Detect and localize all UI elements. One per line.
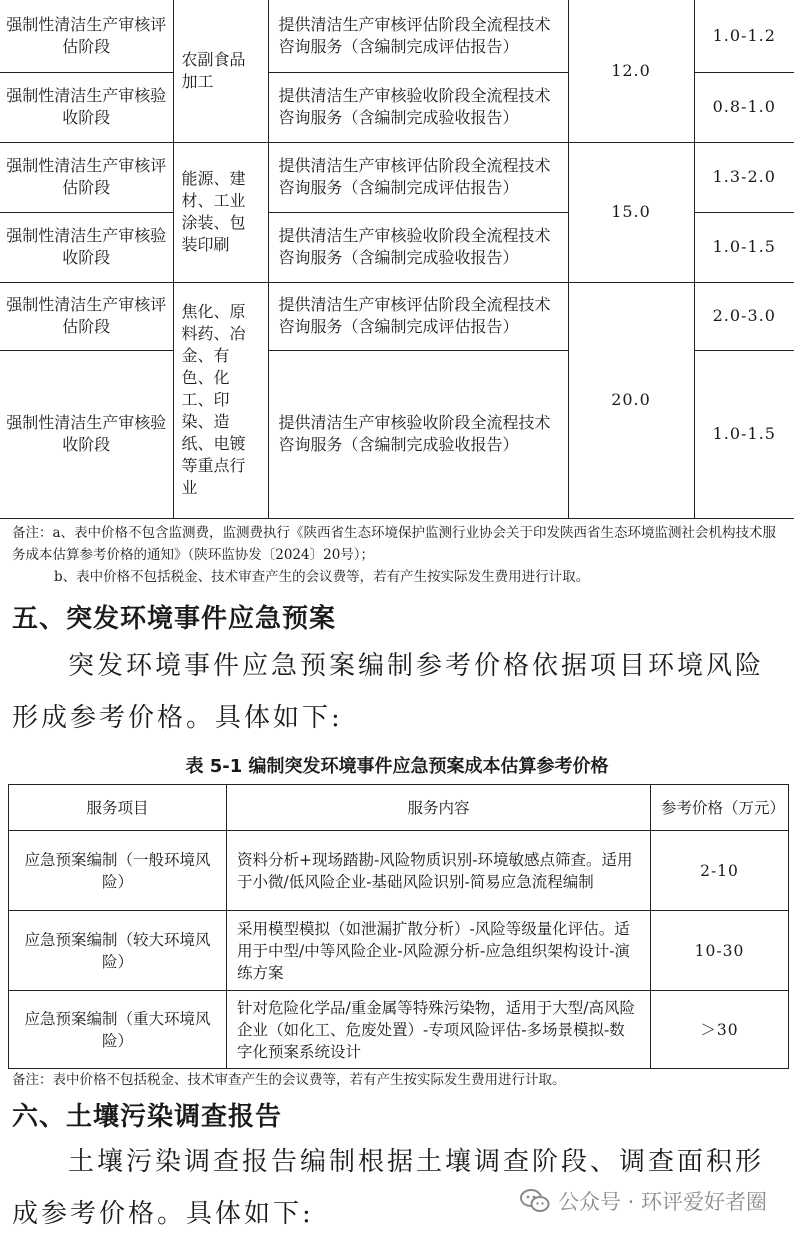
service-cell: 提供清洁生产审核验收阶段全流程技术咨询服务（含编制完成验收报告） [268,72,568,142]
industry-cell: 农副食品加工 [173,0,268,142]
stage-cell: 强制性清洁生产审核评估阶段 [0,0,173,72]
table-note [12,522,788,588]
cleaner-production-price-table [0,0,794,519]
price-cell: 2-10 [651,831,789,911]
stage-cell: 强制性清洁生产审核评估阶段 [0,282,173,350]
service-cell: 提供清洁生产审核评估阶段全流程技术咨询服务（含编制完成评估报告） [268,0,568,72]
price-range-cell: 0.8-1.0 [694,72,794,142]
table-note-bottom: 备注：表中价格不包括税金、技术审查产生的会议费等，若有产生按实际发生费用进行计取。 [12,1072,566,1088]
section-5-paragraph [12,640,788,744]
price-range-cell: 1.0-1.5 [694,212,794,282]
base-price-cell: 15.0 [568,142,694,282]
note-b: b、表中价格不包括税金、技术审查产生的会议费等，若有产生按实际发生费用进行计取。 [54,569,590,585]
price-cell: 10-30 [651,911,789,991]
section-6-title: 六、土壤污染调查报告 [12,1102,283,1132]
table-row [0,282,794,350]
watermark-text: 公众号 · 环评爱好者圈 [558,1190,768,1214]
section-6-text: 土壤污染调查报告编制根据土壤调查阶段、调查面积形成参考价格。具体如下: [12,1147,765,1229]
table-header-row [9,785,789,831]
service-item-cell: 应急预案编制（一般环境风险） [9,831,227,911]
price-range-cell: 1.0-1.5 [694,350,794,518]
watermark [520,1186,767,1216]
stage-cell: 强制性清洁生产审核验收阶段 [0,72,173,142]
industry-cell: 能源、建材、工业涂装、包装印刷 [173,142,268,282]
service-cell: 提供清洁生产审核评估阶段全流程技术咨询服务（含编制完成评估报告） [268,282,568,350]
table-row [0,0,794,72]
service-item-cell: 应急预案编制（较大环境风险） [9,911,227,991]
price-cell: ＞30 [651,991,789,1069]
table-row [9,911,789,991]
stage-cell: 强制性清洁生产审核验收阶段 [0,212,173,282]
price-range-cell: 1.0-1.2 [694,0,794,72]
wechat-icon [520,1188,550,1214]
service-cell: 提供清洁生产审核评估阶段全流程技术咨询服务（含编制完成评估报告） [268,142,568,212]
section-5-title: 五、突发环境事件应急预案 [12,604,337,634]
service-content-cell: 资料分析+现场踏勘-风险物质识别-环境敏感点筛查。适用于小微/低风险企业-基础风险识别-简易应急流程编制 [227,831,651,911]
base-price-cell: 12.0 [568,0,694,142]
industry-cell: 焦化、原料药、冶金、有色、化工、印染、造纸、电镀等重点行业 [173,282,268,518]
header-service-content: 服务内容 [227,785,651,831]
table-caption: 表 5-1 编制突发环境事件应急预案成本估算参考价格 [185,756,609,777]
service-content-cell: 采用模型模拟（如泄漏扩散分析）-风险等级量化评估。适用于中型/中等风险企业-风险源分析-应急组织架构设计-演练方案 [227,911,651,991]
price-range-cell: 2.0-3.0 [694,282,794,350]
service-cell: 提供清洁生产审核验收阶段全流程技术咨询服务（含编制完成验收报告） [268,212,568,282]
service-content-cell: 针对危险化学品/重金属等特殊污染物，适用于大型/高风险企业（如化工、危废处置）-专项风险评估-多场景模拟-数字化预案系统设计 [227,991,651,1069]
price-range-cell: 1.3-2.0 [694,142,794,212]
service-item-cell: 应急预案编制（重大环境风险） [9,991,227,1069]
base-price-cell: 20.0 [568,282,694,518]
service-cell: 提供清洁生产审核验收阶段全流程技术咨询服务（含编制完成验收报告） [268,350,568,518]
stage-cell: 强制性清洁生产审核评估阶段 [0,142,173,212]
table-row [9,991,789,1069]
emergency-plan-price-table [8,784,789,1069]
section-5-text: 突发环境事件应急预案编制参考价格依据项目环境风险形成参考价格。具体如下: [12,651,765,733]
table-row [0,142,794,212]
header-reference-price: 参考价格（万元） [651,785,789,831]
table-row [9,831,789,911]
note-a: 备注：a、表中价格不包含监测费，监测费执行《陕西省生态环境保护监测行业协会关于印发陕西省生态环境监测社会机构技术服务成本估算参考价格的通知》（陕环监协发〔2024〕20号）； [12,525,777,563]
header-service-item: 服务项目 [9,785,227,831]
stage-cell: 强制性清洁生产审核验收阶段 [0,350,173,518]
